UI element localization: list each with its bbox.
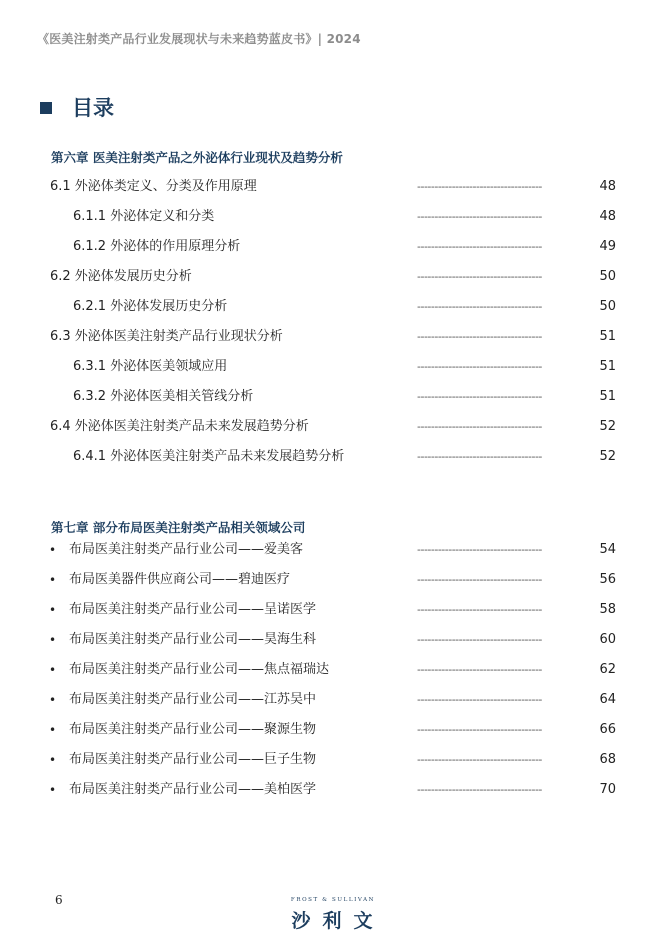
square-bullet-icon	[40, 102, 52, 114]
dot-leader: ------------------------------------	[417, 420, 542, 433]
frost-sullivan-logo	[278, 897, 388, 933]
bullet-icon: •	[49, 633, 57, 647]
toc-entry-page: 50	[599, 269, 616, 284]
toc-entry-page: 62	[599, 662, 616, 677]
toc-entry-label: 6.1.1 外泌体定义和分类	[73, 209, 215, 224]
toc-entry-label: 布局医美注射类产品行业公司——聚源生物	[69, 722, 317, 737]
chapter6-heading: 第六章 医美注射类产品之外泌体行业现状及趋势分析	[51, 150, 343, 165]
toc-entry-page: 54	[599, 542, 616, 557]
toc-entry-page: 48	[599, 179, 616, 194]
toc-entry-label: 6.3.2 外泌体医美相关管线分析	[73, 389, 254, 404]
toc-title: 目录	[72, 96, 114, 120]
toc-entry-page: 51	[599, 359, 616, 374]
dot-leader: ------------------------------------	[417, 753, 542, 766]
toc-entry[interactable]	[0, 600, 665, 620]
bullet-icon: •	[49, 603, 57, 617]
bullet-icon: •	[49, 543, 57, 557]
chapter7-heading: 第七章 部分布局医美注射类产品相关领域公司	[51, 520, 306, 535]
toc-entry-label: 布局医美器件供应商公司——碧迪医疗	[69, 572, 291, 587]
toc-entry-label: 布局医美注射类产品行业公司——焦点福瑞达	[69, 662, 330, 677]
dot-leader: ------------------------------------	[417, 330, 542, 343]
toc-entry-page: 60	[599, 632, 616, 647]
dot-leader: ------------------------------------	[417, 300, 542, 313]
toc-entry[interactable]	[0, 267, 665, 287]
bullet-icon: •	[49, 723, 57, 737]
toc-entry[interactable]	[0, 540, 665, 560]
toc-entry[interactable]	[0, 237, 665, 257]
toc-entry[interactable]	[0, 570, 665, 590]
toc-entry-label: 6.3.1 外泌体医美领域应用	[73, 359, 228, 374]
bullet-icon: •	[49, 783, 57, 797]
toc-entry[interactable]	[0, 297, 665, 317]
running-header: 《医美注射类产品行业发展现状与未来趋势蓝皮书》| 2024	[37, 32, 361, 46]
dot-leader: ------------------------------------	[417, 603, 542, 616]
toc-entry-label: 布局医美注射类产品行业公司——巨子生物	[69, 752, 317, 767]
bullet-icon: •	[49, 693, 57, 707]
bullet-icon: •	[49, 753, 57, 767]
dot-leader: ------------------------------------	[417, 180, 542, 193]
page-number: 6	[55, 893, 63, 907]
toc-entry[interactable]	[0, 327, 665, 347]
toc-entry-label: 布局医美注射类产品行业公司——美柏医学	[69, 782, 317, 797]
toc-entry-page: 52	[599, 449, 616, 464]
toc-entry-label: 6.3 外泌体医美注射类产品行业现状分析	[50, 329, 283, 344]
toc-heading	[40, 95, 114, 121]
dot-leader: ------------------------------------	[417, 270, 542, 283]
bullet-icon: •	[49, 663, 57, 677]
dot-leader: ------------------------------------	[417, 543, 542, 556]
toc-entry[interactable]	[0, 750, 665, 770]
toc-entry[interactable]	[0, 447, 665, 467]
toc-entry-page: 68	[599, 752, 616, 767]
toc-entry[interactable]	[0, 630, 665, 650]
toc-entry[interactable]	[0, 780, 665, 800]
dot-leader: ------------------------------------	[417, 693, 542, 706]
logo-chinese-text: 沙利文	[291, 910, 385, 932]
toc-entry[interactable]	[0, 690, 665, 710]
toc-entry-label: 6.1 外泌体类定义、分类及作用原理	[50, 179, 257, 194]
toc-entry-page: 66	[599, 722, 616, 737]
toc-entry[interactable]	[0, 660, 665, 680]
dot-leader: ------------------------------------	[417, 633, 542, 646]
dot-leader: ------------------------------------	[417, 450, 542, 463]
toc-entry-label: 布局医美注射类产品行业公司——呈诺医学	[69, 602, 317, 617]
toc-entry[interactable]	[0, 417, 665, 437]
toc-entry[interactable]	[0, 177, 665, 197]
toc-entry-page: 48	[599, 209, 616, 224]
bullet-icon: •	[49, 573, 57, 587]
toc-entry-label: 布局医美注射类产品行业公司——江苏吴中	[69, 692, 317, 707]
toc-entry-label: 6.1.2 外泌体的作用原理分析	[73, 239, 241, 254]
toc-entry-page: 70	[599, 782, 616, 797]
toc-entry-page: 58	[599, 602, 616, 617]
toc-entry-page: 51	[599, 329, 616, 344]
toc-entry-label: 6.2.1 外泌体发展历史分析	[73, 299, 228, 314]
logo-english-text: FROST & SULLIVAN	[290, 897, 376, 903]
dot-leader: ------------------------------------	[417, 723, 542, 736]
toc-entry[interactable]	[0, 357, 665, 377]
toc-entry-page: 51	[599, 389, 616, 404]
dot-leader: ------------------------------------	[417, 210, 542, 223]
toc-entry[interactable]	[0, 387, 665, 407]
toc-entry-page: 56	[599, 572, 616, 587]
toc-entry-label: 6.4 外泌体医美注射类产品未来发展趋势分析	[50, 419, 309, 434]
toc-entry[interactable]	[0, 207, 665, 227]
dot-leader: ------------------------------------	[417, 573, 542, 586]
toc-entry-label: 布局医美注射类产品行业公司——爱美客	[69, 542, 304, 557]
toc-entry-page: 64	[599, 692, 616, 707]
dot-leader: ------------------------------------	[417, 663, 542, 676]
toc-entry-label: 布局医美注射类产品行业公司——昊海生科	[69, 632, 317, 647]
toc-entry-page: 49	[599, 239, 616, 254]
toc-entry-page: 50	[599, 299, 616, 314]
toc-entry-label: 6.4.1 外泌体医美注射类产品未来发展趋势分析	[73, 449, 345, 464]
dot-leader: ------------------------------------	[417, 390, 542, 403]
dot-leader: ------------------------------------	[417, 783, 542, 796]
dot-leader: ------------------------------------	[417, 360, 542, 373]
toc-entry[interactable]	[0, 720, 665, 740]
toc-entry-page: 52	[599, 419, 616, 434]
dot-leader: ------------------------------------	[417, 240, 542, 253]
toc-entry-label: 6.2 外泌体发展历史分析	[50, 269, 192, 284]
